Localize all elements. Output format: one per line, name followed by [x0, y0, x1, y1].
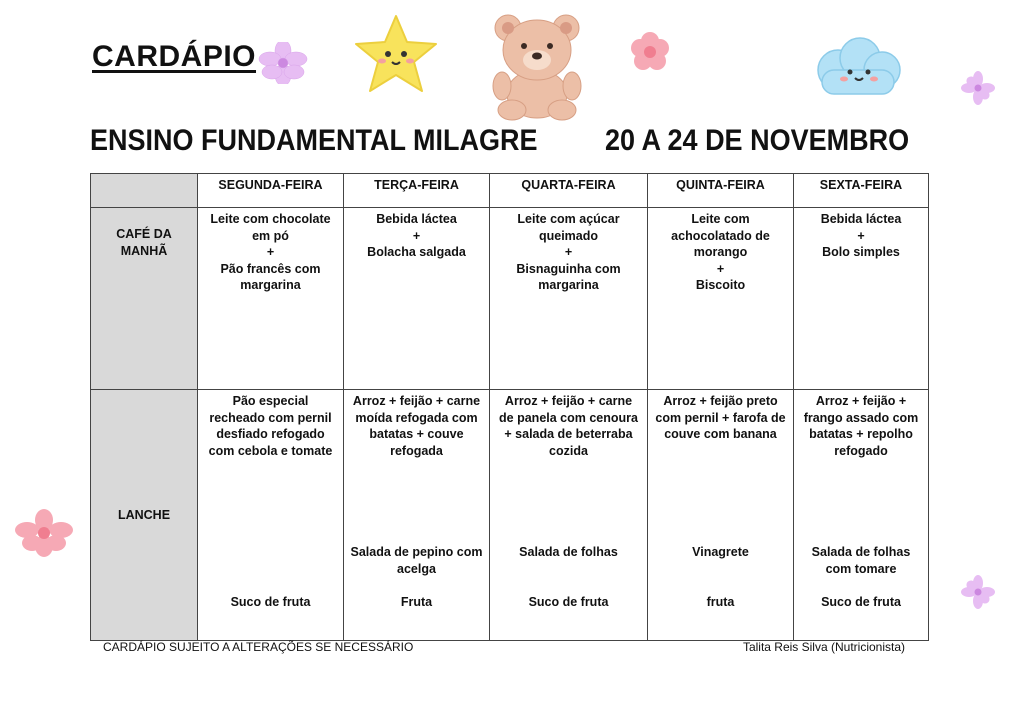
snack-cell-monday: [198, 390, 344, 641]
menu-table: [90, 173, 929, 641]
breakfast-cell-wednesday: [490, 208, 648, 390]
pink-flower-icon: [14, 508, 74, 558]
snack-row: [91, 390, 929, 641]
breakfast-plus: +: [857, 228, 865, 243]
col-header-tuesday: TERÇA-FEIRA: [344, 174, 490, 208]
breakfast-item: Leite com achocolatado de morango: [671, 212, 770, 259]
snack-cell-tuesday: [344, 390, 490, 641]
breakfast-item: Leite com açúcar queimado: [517, 212, 620, 243]
snack-drink: Fruta: [400, 595, 433, 609]
footer-author: Talita Reis Silva (Nutricionista): [742, 640, 905, 654]
snack-drink: fruta: [706, 595, 735, 609]
footer-note: CARDÁPIO SUJEITO A ALTERAÇÕES SE NECESSÁRIO: [103, 640, 414, 654]
breakfast-cell-thursday: [648, 208, 794, 390]
breakfast-plus: +: [716, 261, 725, 276]
col-header-wednesday: QUARTA-FEIRA: [490, 174, 648, 208]
pink-flower-icon: [628, 30, 672, 74]
breakfast-item: Bebida láctea: [820, 212, 902, 226]
breakfast-item: Pão francês com margarina: [220, 261, 321, 292]
breakfast-plus: +: [564, 245, 573, 259]
row-label-snack: LANCHE: [91, 390, 198, 641]
snack-drink: Suco de fruta: [821, 595, 901, 609]
snack-cell-thursday: [648, 390, 794, 641]
snack-main: Arroz + feijão + carne moída refogada com batatas + couve refogada: [352, 394, 481, 458]
snack-side: Salada de pepino com acelga: [350, 545, 483, 576]
breakfast-plus: +: [412, 228, 421, 243]
breakfast-item: Bolo simples: [822, 245, 900, 259]
breakfast-item: Leite com chocolate em pó: [210, 212, 331, 243]
row-label-breakfast: [91, 208, 198, 390]
snack-cell-wednesday: [490, 390, 648, 641]
breakfast-item: Bisnaguinha com margarina: [516, 261, 621, 292]
snack-main: Arroz + feijão preto com pernil + farofa de couve com banana: [655, 394, 786, 441]
snack-side: Salada de folhas com tomare: [811, 545, 911, 576]
school-name: ENSINO FUNDAMENTAL MILAGRE: [90, 124, 538, 157]
breakfast-item: Bolacha salgada: [367, 245, 466, 259]
snack-side: Vinagrete: [692, 545, 749, 559]
header-row: [91, 174, 929, 208]
corner-cell: [91, 174, 198, 208]
col-header-monday: SEGUNDA-FEIRA: [198, 174, 344, 208]
breakfast-cell-tuesday: [344, 208, 490, 390]
snack-main: Arroz + feijão + carne de panela com cenoura + salada de beterraba cozida: [499, 394, 638, 458]
snack-drink: Suco de fruta: [230, 595, 311, 609]
snack-drink: Suco de fruta: [528, 595, 609, 609]
star-icon: [352, 12, 440, 96]
lilac-flower-icon: [960, 574, 996, 610]
breakfast-row: [91, 208, 929, 390]
row-label-breakfast-text: CAFÉ DA MANHÃ: [116, 227, 172, 258]
col-header-friday: SEXTA-FEIRA: [794, 174, 929, 208]
teddy-bear-icon: [488, 10, 586, 122]
breakfast-plus: +: [266, 245, 275, 259]
lilac-flower-icon: [252, 42, 314, 84]
snack-cell-friday: [794, 390, 929, 641]
snack-main: Arroz + feijão + frango assado com batatas + repolho refogado: [803, 394, 919, 458]
breakfast-item: Biscoito: [695, 278, 746, 292]
page-title: CARDÁPIO: [92, 40, 257, 73]
breakfast-cell-monday: [198, 208, 344, 390]
breakfast-cell-friday: [794, 208, 929, 390]
snack-side: Salada de folhas: [519, 545, 618, 559]
col-header-thursday: QUINTA-FEIRA: [648, 174, 794, 208]
breakfast-item: Bebida láctea: [376, 212, 457, 226]
snack-main: Pão especial recheado com pernil desfiado refogado com cebola e tomate: [208, 394, 333, 458]
lilac-flower-icon: [960, 70, 996, 106]
date-range: 20 A 24 DE NOVEMBRO: [605, 124, 910, 157]
cloud-icon: [810, 34, 906, 100]
